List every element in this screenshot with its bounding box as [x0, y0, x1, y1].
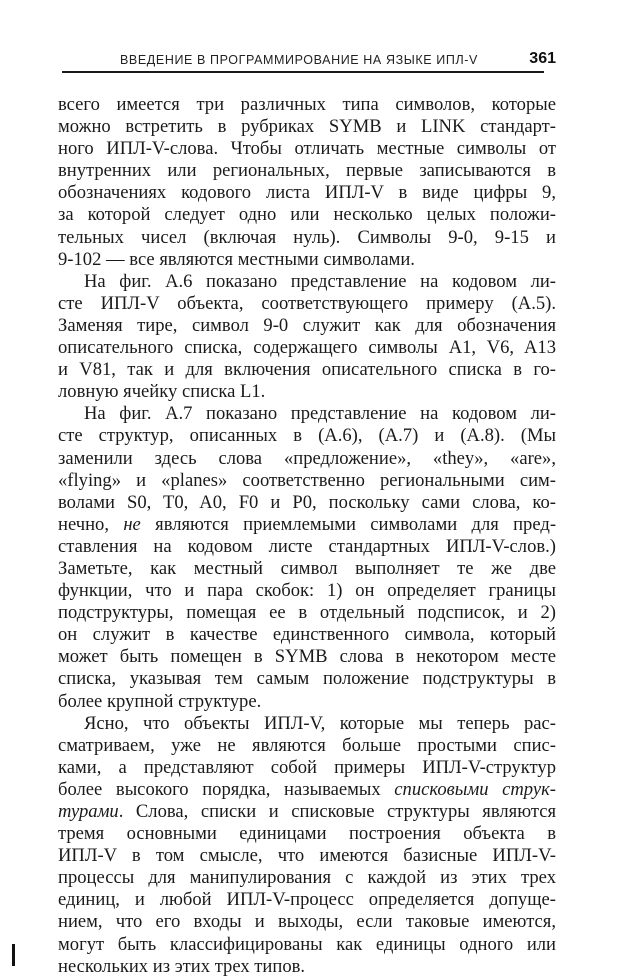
text-line: сте структур, описанных в (A.6), (A.7) и (A.8). (Мы [58, 425, 556, 447]
paragraph-1 [58, 94, 556, 271]
body-text [58, 94, 556, 978]
text-line-italic-term: турами. Слова, списки и списковые структуры являются [58, 801, 556, 822]
text-line: ками, а представляют собой примеры ИПЛ-V-структур [58, 756, 556, 778]
text-line: сте ИПЛ-V объекта, соответствующего примеру (A.5). [58, 292, 556, 314]
text-line: можно встретить в рубриках SYMB и LINK стандарт- [58, 116, 556, 138]
italic-word: не [123, 513, 141, 535]
text-line: Заменяя тире, символ 9-0 служит как для обозначения [58, 314, 556, 336]
text-line: и V81, так и для включения описательного списка в го- [58, 359, 556, 381]
text-line: ного ИПЛ-V-слова. Чтобы отличать местные символы от [58, 138, 556, 160]
text-line: списка, указывая тем самым положение подструктуры в [58, 668, 556, 690]
running-head [62, 48, 562, 72]
text-line: 9-102 — все являются местными символами. [58, 248, 415, 270]
text-line: единиц, и любой ИПЛ-V-процесс определяется допуще- [58, 889, 556, 911]
text-line: нием, что его входы и выходы, если таковые имеются, [58, 911, 556, 933]
text-line: всего имеется три различных типа символов, которые [58, 94, 556, 115]
text-line: может быть помещен в SYMB слова в некотором месте [58, 646, 556, 668]
text-line: тельных чисел (включая нуль). Символы 9-0, 9-15 и [58, 226, 556, 248]
text-line: Ясно, что объекты ИПЛ-V, которые мы теперь рас- [84, 712, 556, 734]
paragraph-2 [58, 271, 556, 404]
text-line: волами S0, T0, A0, F0 и P0, поскольку сами слова, ко- [58, 491, 556, 513]
header-rule [62, 71, 544, 73]
paragraph-4 [58, 713, 556, 978]
text-line: «flying» и «planes» соответственно региональными сим- [58, 469, 556, 491]
text-line: обозначениях кодового листа ИПЛ-V в виде цифры 9, [58, 182, 556, 204]
text-line: нескольких из этих трех типов. [58, 955, 306, 977]
text-line-italic-word: нечно, не являются приемлемыми символами для пред- [58, 513, 557, 535]
text-line: заменили здесь слова «предложение», «they», «are», [58, 447, 556, 469]
text-line: он служит в качестве единственного символа, который [58, 624, 556, 646]
text-line: за которой следует одно или несколько целых положи- [58, 204, 556, 226]
text-line-italic-term: более высокого порядка, называемых списковыми струк- [58, 778, 556, 800]
text-line: тремя основными единицами построения объекта в [58, 823, 556, 845]
text-line: На фиг. A.6 показано представление на кодовом ли- [84, 270, 556, 292]
text-line: На фиг. A.7 показано представление на кодовом ли- [84, 403, 556, 425]
italic-term: списковыми струк- [394, 778, 556, 800]
text-line: ставления на кодовом листе стандартных ИПЛ-V-слов.) [58, 535, 556, 557]
page-edge-mark [12, 944, 15, 966]
text-line: сматриваем, уже не являются больше простыми спис- [58, 734, 556, 756]
italic-term: турами [58, 801, 119, 822]
paragraph-3 [58, 403, 556, 712]
page-number: 361 [529, 50, 556, 67]
text-line: ловную ячейку списка L1. [58, 381, 266, 403]
text-line: внутренних или региональных, первые записываются в [58, 160, 556, 182]
text-line: функции, что и пара скобок: 1) он определяет границы [58, 580, 556, 602]
text-line: могут быть классифицированы как единицы одного или [58, 933, 556, 955]
text-line: описательного списка, содержащего символы A1, V6, A13 [58, 337, 556, 359]
text-line: Заметьте, как местный символ выполняет те же две [58, 557, 556, 579]
text-line: подструктуры, помещая ее в отдельный подсписок, и 2) [58, 602, 556, 624]
text-line: ИПЛ-V в том смысле, что имеются базисные ИПЛ-V- [58, 845, 556, 867]
text-line: процессы для манипулирования с каждой из этих трех [58, 867, 556, 889]
running-title: ВВЕДЕНИЕ В ПРОГРАММИРОВАНИЕ НА ЯЗЫКЕ ИПЛ-V [120, 53, 478, 67]
text-line: более крупной структуре. [58, 690, 262, 712]
